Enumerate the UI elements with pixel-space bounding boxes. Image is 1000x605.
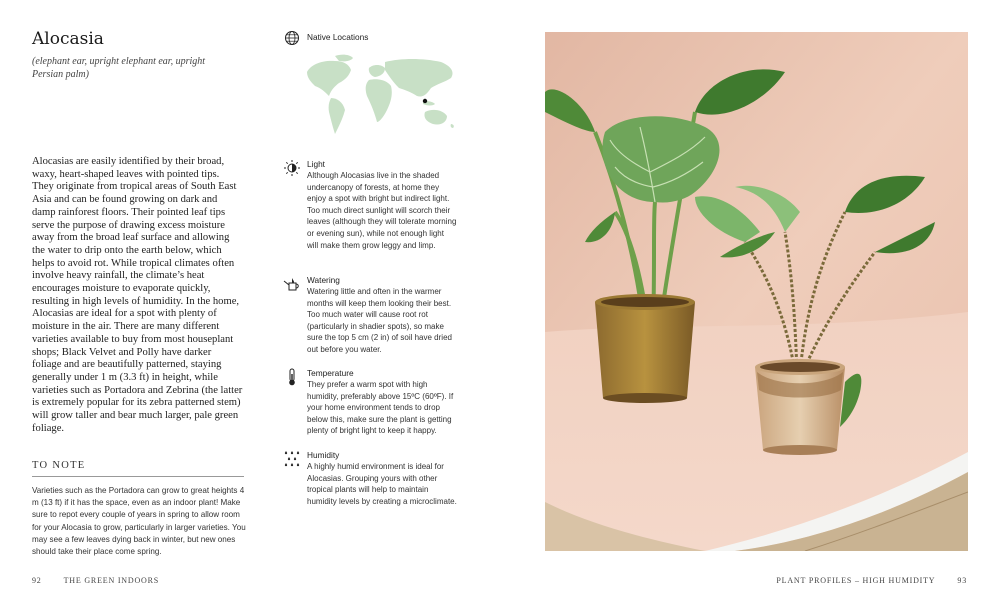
right-page-number: 93 [957, 576, 967, 585]
footer-left [32, 576, 159, 585]
light-icon [283, 159, 301, 177]
native-locations-label: Native Locations [307, 32, 369, 42]
humidity-title: Humidity [307, 450, 340, 460]
note-divider [32, 476, 244, 477]
world-map [305, 52, 460, 138]
watering-text: Watering little and often in the warmer months will keep them looking their best. Too much water will cause root rot (particularly in shadier spots), so make sure the top 5 cm (2 in) of soil have dried out before you water. [307, 287, 452, 354]
common-names: (elephant ear, upright elephant ear, upright Persian palm) [32, 56, 206, 80]
globe-icon [283, 29, 301, 47]
humidity-text: A highly humid environment is ideal for Alocasias. Grouping yours with other tropical plants will help to maintain humidity levels by creating a microclimate. [307, 462, 457, 506]
book-title: THE GREEN INDOORS [63, 576, 159, 585]
note-text: Varieties such as the Portadora can grow to great heights 4 m (13 ft) if it has the space, even as an indoor plant! Make sure to repot every couple of years in spring to allow room for your Alocasia to grow, particularly in larger varieties. You may see a few leaves dying back in winter, but new ones should take their place come spring. [32, 486, 246, 557]
temperature-text: They prefer a warm spot with high humidity, preferably above 15ºC (60ºF). If your home environment tends to drop below this, make sure the plant is getting plenty of bright light to keep it happy. [307, 380, 454, 436]
footer-right [776, 576, 967, 585]
plant-photo [545, 32, 968, 551]
light-title: Light [307, 159, 325, 169]
page-title: Alocasia [32, 29, 104, 49]
thermometer-icon [283, 368, 301, 386]
left-page-number: 92 [32, 576, 42, 585]
humidity-drops-icon [283, 450, 301, 468]
plant-description: Alocasias are easily identified by their broad, waxy, heart-shaped leaves with pointed tips. They originate from tropical areas of South East Asia and can be found growing on dark and damp rainforest floors. Their pointed leaf tips serve the purpose of drawing excess moisture away from the broad leaf surface and allowing the water to drip onto the earth below, which helps to avoid rot. While tropical climates often involve heavy rainfall, the climate’s heat encourages moisture to evaporate quickly, resulting in high levels of humidity. In the home, Alocasias are ideal for a spot with plenty of moisture in the air. There are many different varieties available to buy from most houseplant shops; Black Velvet and Polly have darker foliage and are beautifully patterned, staying generally under 1 m (3.3 ft) in height, while varieties such as Portadora and Zebrina (the latter is extremely popular for its zebra patterned stem) will grow taller and bear much larger, pale green foliage. [32, 156, 243, 434]
section-title: PLANT PROFILES – HIGH HUMIDITY [776, 576, 936, 585]
watering-title: Watering [307, 275, 340, 285]
light-text: Although Alocasias live in the shaded undercanopy of forests, at home they enjoy a spot with bright but indirect light. Too much direct sunlight will scorch their leaves (although they will tolerate morning or evening sun), while not enough light will make them grow leggy and limp. [307, 171, 457, 250]
watering-can-icon [283, 275, 301, 293]
note-heading: TO NOTE [32, 460, 86, 471]
temperature-title: Temperature [307, 368, 354, 378]
